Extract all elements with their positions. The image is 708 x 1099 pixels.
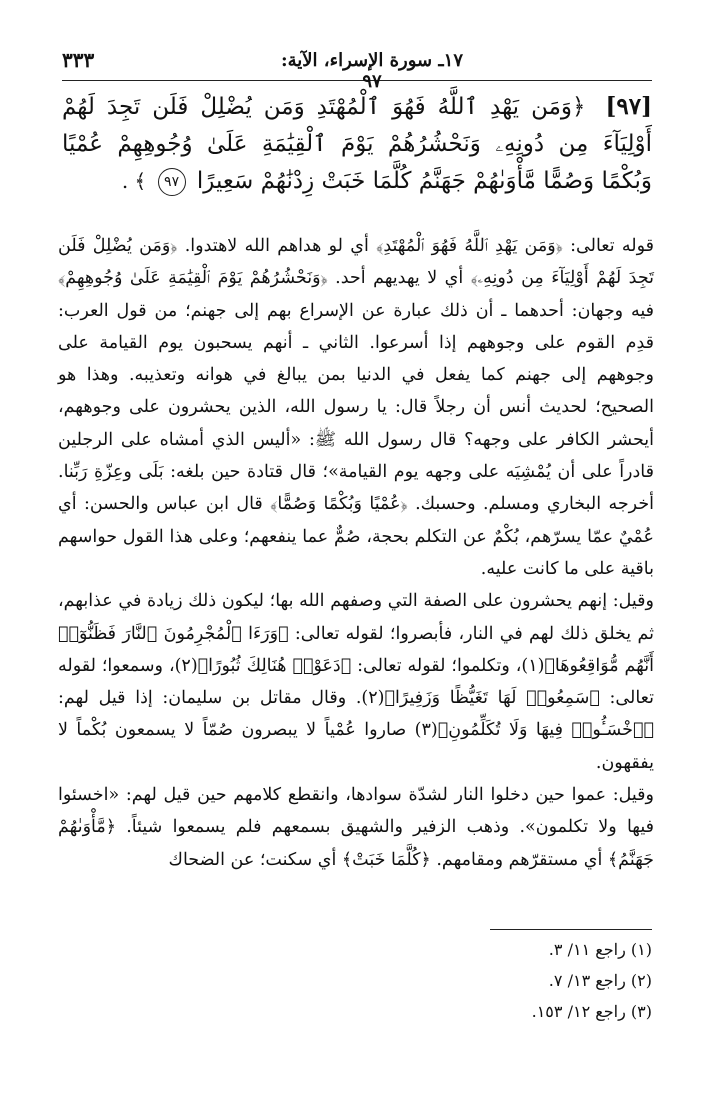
quran-verse <box>62 88 652 200</box>
tafsir-commentary <box>58 230 654 876</box>
footnote-item: (٢) راجع ١٣/ ٧. <box>548 971 652 990</box>
running-header <box>62 44 652 92</box>
footnote-item: (١) راجع ١١/ ٣. <box>548 940 652 959</box>
surah-title: ١٧ـ سورة الإسراء، الآية: ٩٧ <box>280 50 464 92</box>
footnote-item: (٣) راجع ١٢/ ١٥٣. <box>531 1002 652 1021</box>
ayah-end-marker: ٩٧ <box>158 168 186 196</box>
page-number: ٣٣٣ <box>62 48 95 72</box>
footnote-divider <box>490 929 652 930</box>
commentary-paragraph: وقيل: عموا حين دخلوا النار لشدّة سوادها، وانقطع كلامهم حين قيل لهم: «اخسئوا فيها ولا تكلمون». وذهب الزفير والشهيق بسمعهم فلم يسمعوا شيئاً. ﴿مَّأْوَىٰهُمْ جَهَنَّمُ﴾ أي مستقرّهم ومقامهم. ﴿كُلَّمَا خَبَتْ﴾ أي سكنت؛ عن الضحاك <box>58 785 654 870</box>
verse-number-tag: [٩٧] <box>605 93 653 120</box>
commentary-paragraph: وقيل: إنهم يحشرون على الصفة التي وصفهم الله بها؛ ليكون ذلك زيادة في عذابهم، ثم يخلق ذلك لهم في النار، فأبصروا؛ لقوله تعالى: ﴿وَرَءَا ٱلْمُجْرِمُونَ ٱلنَّارَ فَظَنُّوٓا۟ أَنَّهُم مُّوَاقِعُوهَا﴾(١)، وتكلموا؛ لقوله تعالى: ﴿دَعَوْا۟ هُنَالِكَ ثُبُورًا﴾(٢)، وسمعوا؛ لقوله تعالى: ﴿سَمِعُوا۟ لَهَا تَغَيُّظًا وَزَفِيرًا﴾(٢). وقال مقاتل بن سليمان: إذا قيل لهم: ﴿ٱخْسَـُٔوا۟ فِيهَا وَلَا تُكَلِّمُونِ﴾(٣) صاروا عُمْياً لا يبصرون صُمّاً لا يسمعون بُكْماً لا يفقهون. <box>58 591 654 773</box>
verse-closing: ﴾ . <box>121 169 147 193</box>
commentary-paragraph: قوله تعالى: ﴿وَمَن يَهْدِ ٱللَّهُ فَهُوَ ٱلْمُهْتَدِ﴾ أي لو هداهم الله لاهتدوا. ﴿وَمَن يُضْلِلْ فَلَن تَجِدَ لَهُمْ أَوْلِيَآءَ مِن دُونِهِۦ﴾ أي لا يهديهم أحد. ﴿وَنَحْشُرُهُمْ يَوْمَ ٱلْقِيَٰمَةِ عَلَىٰ وُجُوهِهِمْ﴾ فيه وجهان: أحدهما ـ أن ذلك عبارة عن الإسراع بهم إلى جهنم؛ من قول العرب: قدِم القوم على وجوههم إذا أسرعوا. الثاني ـ أنهم يسحبون يوم القيامة على وجوههم إلى جهنم كما يفعل في الدنيا بمن يبالغ في هوانه وتعذيبه. وهذا هو الصحيح؛ لحديث أنس أن رجلاً قال: يا رسول الله، الذين يحشرون على وجوههم، أيحشر الكافر على وجهه؟ قال رسول الله ﷺ: «أليس الذي أمشاه على الرجلين قادراً على أن يُمْشِيَه على وجهه يوم القيامة»؛ قال قتادة حين بلغه: بَلَى وعِزّةِ رَبِّنا. أخرجه البخاري ومسلم. وحسبك. ﴿عُمْيًا وَبُكْمًا وَصُمًّا﴾ قال ابن عباس والحسن: أي عُمْيٌ عمّا يسرّهم، بُكْمٌ عن التكلم بحجة، صُمٌّ عما ينفعهم؛ وعلى هذا القول حواسهم باقية على ما كانت عليه. <box>58 236 654 579</box>
verse-text: ﴿وَمَن يَهْدِ ٱللَّهُ فَهُوَ ٱلْمُهْتَدِ وَمَن يُضْلِلْ فَلَن تَجِدَ لَهُمْ أَوْلِيَآءَ مِن دُونِهِۦ وَنَحْشُرُهُمْ يَوْمَ ٱلْقِيَٰمَةِ عَلَىٰ وُجُوهِهِمْ عُمْيًا وَبُكْمًا وَصُمًّا مَّأْوَىٰهُمْ جَهَنَّمُ كُلَّمَا خَبَتْ زِدْنَٰهُمْ سَعِيرًا <box>62 94 652 194</box>
footnotes <box>430 934 652 1027</box>
